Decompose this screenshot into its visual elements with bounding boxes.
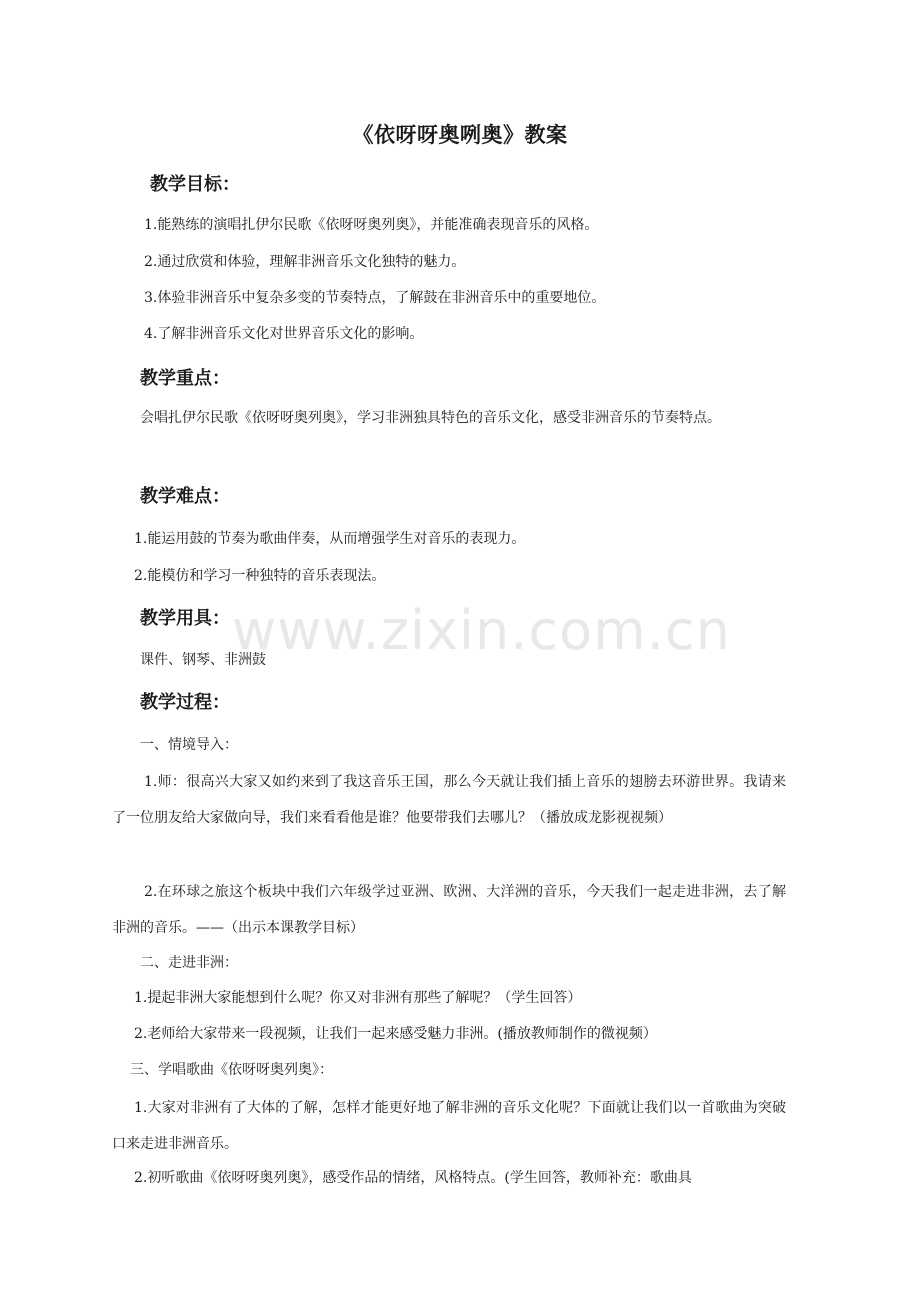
watermark: www.zixin.com.cn bbox=[232, 599, 731, 662]
tools-heading: 教学用具： bbox=[140, 608, 230, 629]
process-item: 1.提起非洲大家能想到什么呢？你又对非洲有那些了解呢？（学生回答） bbox=[134, 990, 582, 1006]
process-item: 1.师：很高兴大家又如约来到了我这音乐王国，那么今天就让我们插上音乐的翅膀去环游世界。我请来了一位朋友给大家做向导，我们来看看他是谁？他要带我们去哪儿？（播放成龙影视视频） bbox=[112, 774, 786, 826]
process-item: 2.老师给大家带来一段视频，让我们一起来感受魅力非洲。(播放教师制作的微视频） bbox=[134, 1026, 657, 1042]
key-points-heading: 教学重点： bbox=[140, 368, 230, 389]
process-item: 1.大家对非洲有了大体的了解，怎样才能更好地了解非洲的音乐文化呢？下面就让我们以一首歌曲为突破口来走进非洲音乐。 bbox=[112, 1100, 786, 1152]
process-section-title: 三、学唱歌曲《依呀呀奥列奥》： bbox=[130, 1062, 333, 1078]
process-item: 2.在环球之旅这个板块中我们六年级学过亚洲、欧洲、大洋洲的音乐，今天我们一起走进非洲，去了解非洲的音乐。——（出示本课教学目标） bbox=[112, 884, 786, 936]
process-item: 2.初听歌曲《依呀呀奥列奥》，感受作品的情绪，风格特点。(学生回答，教师补充：歌曲具 bbox=[134, 1170, 692, 1186]
objective-item: 3.体验非洲音乐中复杂多变的节奏特点，了解鼓在非洲音乐中的重要地位。 bbox=[144, 290, 606, 306]
document-title: 《依呀呀奥咧奥》教案 bbox=[352, 123, 568, 147]
difficulties-heading: 教学难点： bbox=[140, 486, 230, 507]
process-section-title: 一、情境导入： bbox=[140, 737, 238, 753]
key-points-text: 会唱扎伊尔民歌《依呀呀奥列奥》，学习非洲独具特色的音乐文化，感受非洲音乐的节奏特点。 bbox=[140, 410, 721, 426]
process-section-title: 二、走进非洲： bbox=[140, 955, 238, 971]
objective-item: 1.能熟练的演唱扎伊尔民歌《依呀呀奥列奥》，并能准确表现音乐的风格。 bbox=[144, 217, 599, 233]
difficulty-item: 2.能模仿和学习一种独特的音乐表现法。 bbox=[134, 568, 386, 584]
tools-text: 课件、钢琴、非洲鼓 bbox=[140, 652, 266, 668]
difficulty-item: 1.能运用鼓的节奏为歌曲伴奏，从而增强学生对音乐的表现力。 bbox=[134, 531, 526, 547]
process-heading: 教学过程： bbox=[140, 692, 230, 713]
objective-item: 4.了解非洲音乐文化对世界音乐文化的影响。 bbox=[144, 326, 424, 342]
objectives-heading: 教学目标： bbox=[150, 174, 240, 195]
objective-item: 2.通过欣赏和体验，理解非洲音乐文化独特的魅力。 bbox=[144, 254, 466, 270]
